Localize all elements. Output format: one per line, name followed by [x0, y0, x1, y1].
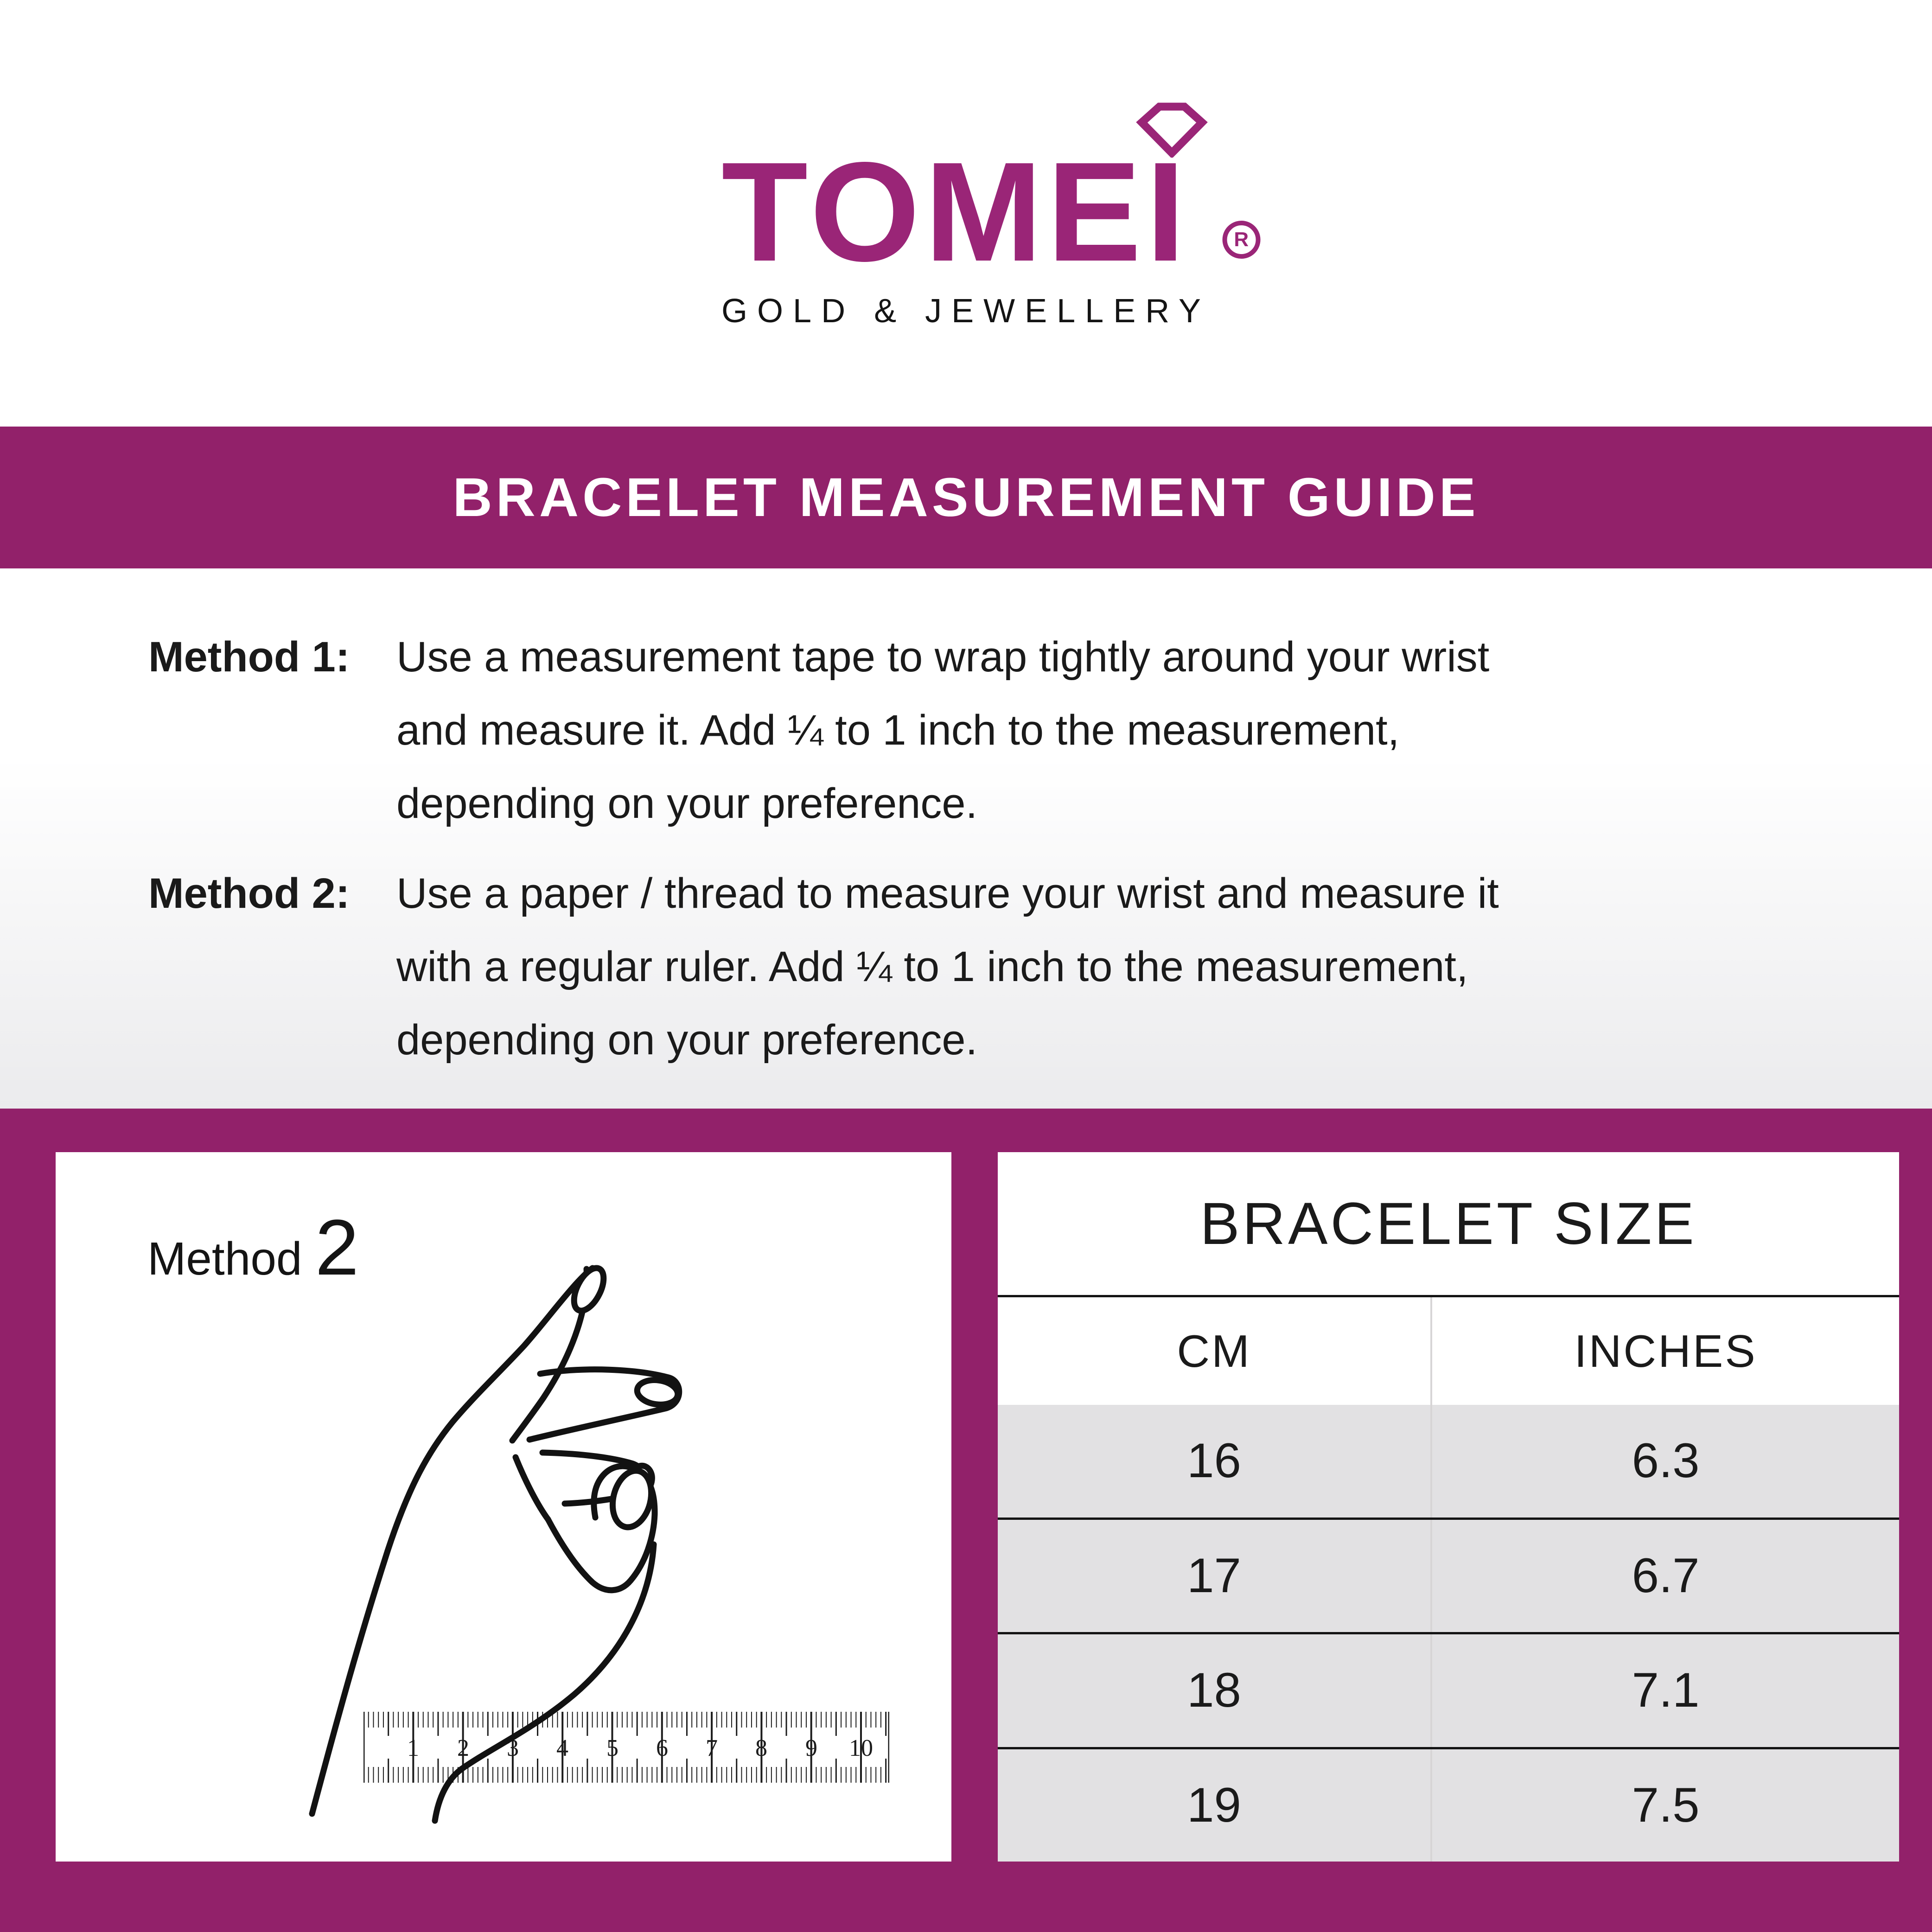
ruler-number: 3 [507, 1735, 519, 1761]
inches-value: 7.1 [1430, 1634, 1899, 1747]
ruler-number: 10 [849, 1735, 873, 1761]
table-row [998, 1747, 1899, 1862]
cm-value: 19 [1187, 1778, 1241, 1832]
ruler-number: 2 [457, 1735, 469, 1761]
tomei-logo [721, 133, 1249, 330]
page-title: BRACELET MEASUREMENT GUIDE [453, 467, 1479, 528]
method-2-line: depending on your preference. [396, 1016, 978, 1064]
table-row [998, 1518, 1899, 1632]
bottom-section [0, 1109, 1932, 1932]
brand-wordmark: TOMEI [721, 133, 1190, 291]
method-1-line: depending on your preference. [396, 780, 978, 827]
ruler-number: 4 [556, 1735, 568, 1761]
column-header-inches: INCHES [1430, 1297, 1899, 1405]
table-header-row [998, 1297, 1899, 1405]
inches-value: 6.3 [1430, 1405, 1899, 1518]
cm-value: 17 [1187, 1548, 1241, 1603]
inches-value: 7.5 [1430, 1749, 1899, 1862]
diagram-caption-number: 2 [315, 1204, 359, 1292]
diamond-icon [1130, 102, 1213, 158]
method-2-label: Method 2: [148, 870, 350, 917]
cm-value: 18 [1187, 1663, 1241, 1718]
method-1-line: and measure it. Add ¼ to 1 inch to the measurement, [396, 707, 1400, 754]
bracelet-size-table-card [998, 1152, 1899, 1862]
ruler-number: 6 [656, 1735, 668, 1761]
method-1-instructions [148, 620, 1489, 840]
ruler-number: 7 [706, 1735, 718, 1761]
column-header-cm: CM [1177, 1325, 1251, 1377]
registered-trademark-icon: R [1222, 221, 1260, 259]
hand-illustration [56, 1152, 951, 1862]
table-title: BRACELET SIZE [998, 1152, 1899, 1297]
method-2-instructions [148, 857, 1499, 1077]
diagram-caption-word: Method [147, 1233, 302, 1285]
method-2-diagram-card [56, 1152, 951, 1862]
ruler-number: 9 [805, 1735, 817, 1761]
method-1-line: Use a measurement tape to wrap tightly around your wrist [396, 633, 1490, 681]
method-2-line: Use a paper / thread to measure your wrist and measure it [396, 870, 1499, 917]
table-row [998, 1632, 1899, 1747]
method-2-line: with a regular ruler. Add ¼ to 1 inch to the measurement, [396, 943, 1468, 990]
brand-tagline: GOLD & JEWELLERY [721, 293, 1211, 330]
ruler-number: 1 [407, 1735, 419, 1761]
guide-banner [0, 427, 1932, 568]
cm-value: 16 [1187, 1434, 1241, 1488]
table-row [998, 1405, 1899, 1518]
inches-value: 6.7 [1430, 1520, 1899, 1632]
method-1-label: Method 1: [148, 633, 350, 681]
ruler-number: 5 [606, 1735, 618, 1761]
methods-section [0, 568, 1932, 1109]
ruler-number: 8 [755, 1735, 767, 1761]
